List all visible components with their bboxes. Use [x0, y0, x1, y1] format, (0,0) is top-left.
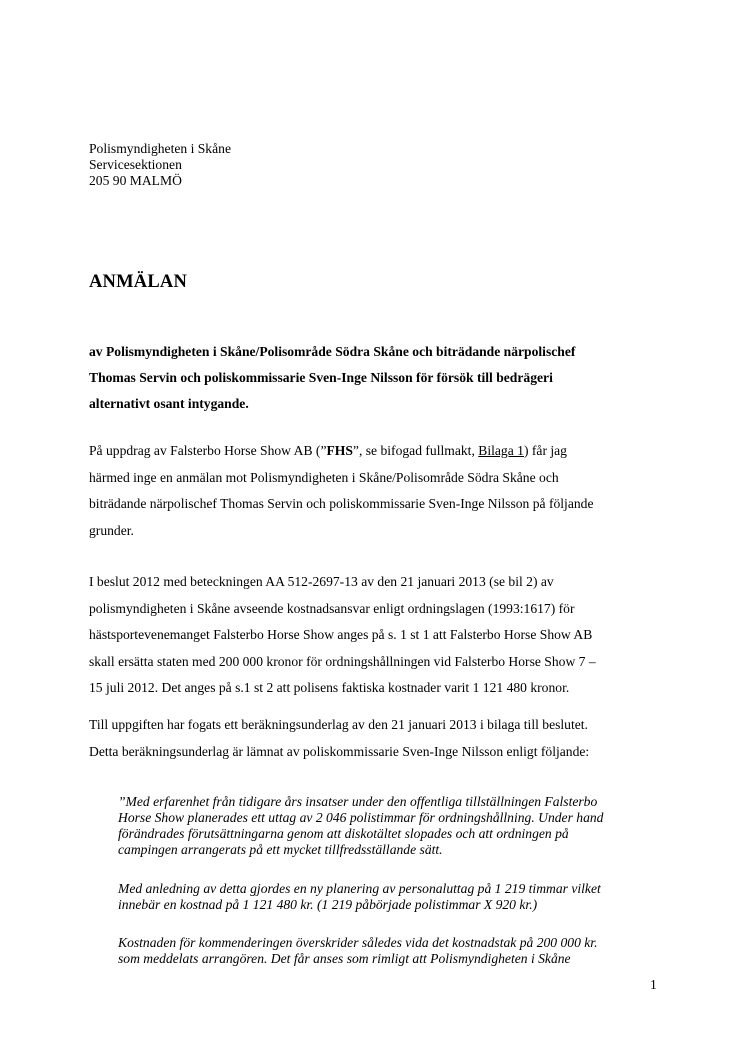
text-fragment: ) får jag	[523, 443, 567, 458]
paragraph-line: 15 juli 2012. Det anges på s.1 st 2 att polisens faktiska kostnader varit 1 121 480 kronor.	[89, 680, 570, 695]
paragraph-line: polismyndigheten i Skåne avseende kostnadsansvar enligt ordningslagen (1993:1617) för	[89, 600, 575, 616]
quote-block	[118, 794, 670, 858]
subject-heading	[89, 339, 679, 417]
quote-line: Med anledning av detta gjordes en ny planering av personaluttag på 1 219 timmar vilket	[118, 881, 601, 896]
text-fragment: ”, se bifogad fullmakt,	[352, 443, 479, 458]
paragraph-line: skall ersätta staten med 200 000 kronor för ordningshållningen vid Falsterbo Horse Show 7 –	[89, 653, 596, 669]
quote-line: campingen arrangerats på ett mycket tillfredsställande sätt.	[118, 842, 443, 857]
text-fragment: På uppdrag av Falsterbo Horse Show AB (”	[89, 443, 327, 458]
recipient-name: Polismyndigheten i Skåne	[89, 141, 231, 156]
subject-line: av Polismyndigheten i Skåne/Polisområde Södra Skåne och biträdande närpolischef	[89, 344, 576, 359]
subject-line: alternativt osant intygande.	[89, 396, 249, 411]
document-title: ANMÄLAN	[89, 272, 188, 292]
quote-line: Kostnaden för kommenderingen överskrider således vida det kostnadstak på 200 000 kr.	[118, 935, 598, 950]
quote-line: Horse Show planerades ett uttag av 2 046 polistimmar för ordningshållning. Under hand	[118, 810, 604, 825]
quote-line: förändrades förutsättningarna genom att diskotältet slopades och att ordningen på	[118, 826, 569, 841]
paragraph-line: hästsportevenemanget Falsterbo Horse Show anges på s. 1 st 1 att Falsterbo Horse Show AB	[89, 627, 593, 642]
quote-line: innebär en kostnad på 1 121 480 kr. (1 219 påbörjade polistimmar X 920 kr.)	[118, 897, 538, 912]
paragraph-mandate	[89, 438, 679, 544]
bilaga-1-reference: Bilaga 1	[478, 443, 524, 458]
quote-line: som meddelats arrangören. Det får anses som rimligt att Polismyndigheten i Skåne	[118, 951, 571, 966]
paragraph-decision	[89, 569, 679, 702]
recipient-department: Servicesektionen	[89, 157, 182, 172]
quote-block	[118, 881, 670, 913]
paragraph-line: Till uppgiften har fogats ett beräkningsunderlag av den 21 januari 2013 i bilaga till beslutet.	[89, 717, 588, 732]
page-number: 1	[650, 977, 657, 992]
recipient-postal: 205 90 MALMÖ	[89, 173, 182, 188]
paragraph-line: grunder.	[89, 522, 134, 538]
quote-block	[118, 935, 670, 967]
paragraph-line: Detta beräkningsunderlag är lämnat av poliskommissarie Sven-Inge Nilsson enligt följande:	[89, 743, 590, 759]
paragraph-line: I beslut 2012 med beteckningen AA 512-2697-13 av den 21 januari 2013 (se bil 2) av	[89, 574, 554, 589]
paragraph-line	[89, 438, 679, 465]
subject-line: Thomas Servin och poliskommissarie Sven-Inge Nilsson för försök till bedrägeri	[89, 370, 553, 385]
recipient-address	[89, 141, 231, 189]
fhs-abbreviation: FHS	[326, 443, 353, 458]
paragraph-line: biträdande närpolischef Thomas Servin och poliskommissarie Sven-Inge Nilsson på följande	[89, 496, 594, 511]
paragraph-line: härmed inge en anmälan mot Polismyndigheten i Skåne/Polisområde Södra Skåne och	[89, 469, 559, 485]
quote-line: ”Med erfarenhet från tidigare års insatser under den offentliga tillställningen Falsterbo	[118, 794, 598, 809]
paragraph-calculation	[89, 712, 679, 765]
